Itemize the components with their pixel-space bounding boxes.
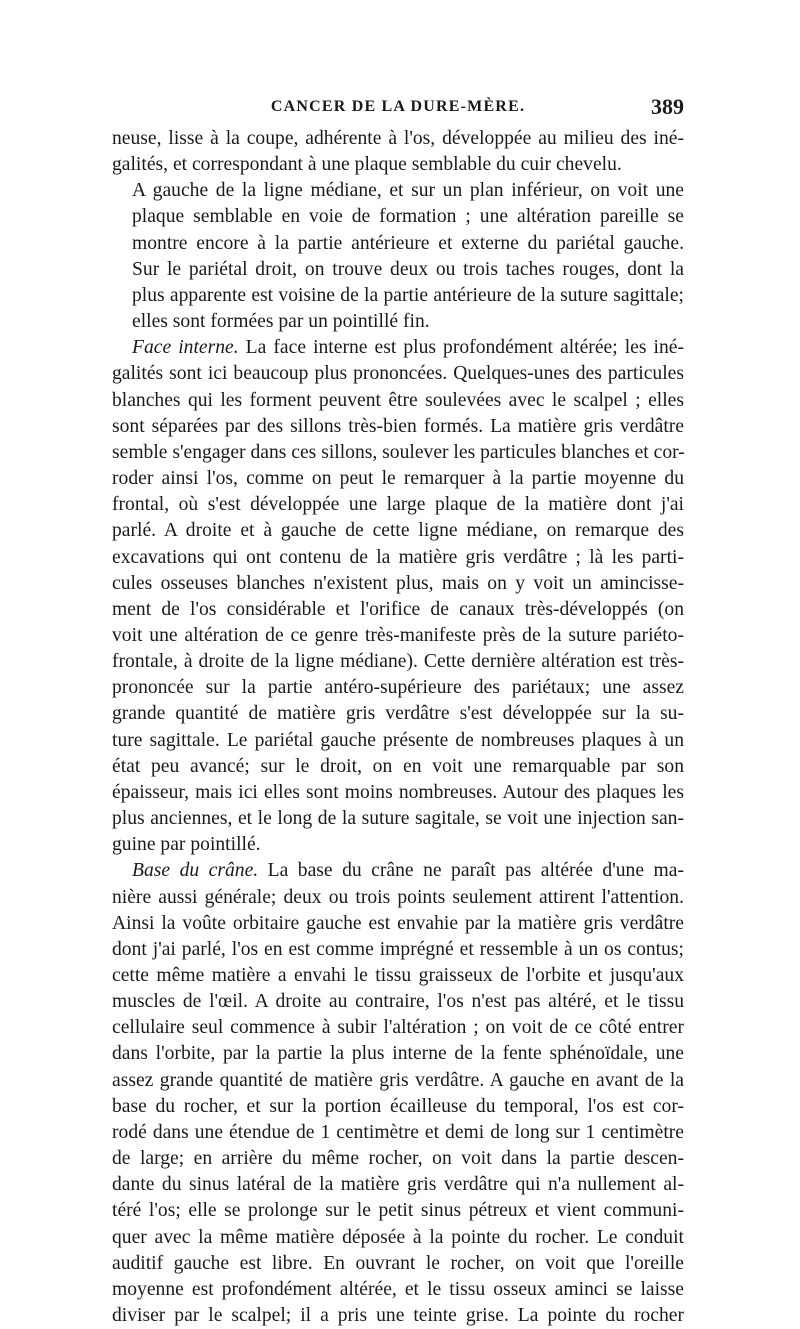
text-line: épaisseur, mais ici elles sont moins nombreuses. Autour des plaques les (112, 781, 684, 803)
text-line: A gauche de la ligne médiane, et sur un plan inférieur, on voit une (132, 180, 684, 202)
paragraph (112, 178, 684, 335)
text-line: ture sagittale. Le pariétal gauche présente de nombreuses plaques à un (112, 729, 684, 751)
text-line: de large; en arrière du même rocher, on voit dans la partie descen- (112, 1148, 684, 1170)
text-line: montre encore à la partie antérieure et externe du pariétal gauche. (132, 232, 684, 254)
book-page (112, 96, 684, 1329)
text-line: guine par pointillé. (112, 834, 261, 856)
text-line: frontal, où s'est développée une large plaque de la matière dont j'ai (112, 494, 684, 516)
paragraph (112, 858, 684, 1329)
text-line: Sur le pariétal droit, on trouve deux ou trois taches rouges, dont la (132, 258, 684, 280)
text-line: auditif gauche est libre. En ouvrant le rocher, on voit que l'oreille (112, 1252, 684, 1274)
text-line: dans l'orbite, par la partie la plus interne de la fente sphénoïdale, une (112, 1043, 684, 1065)
text-line: rodé dans une étendue de 1 centimètre et demi de long sur 1 centimètre (112, 1121, 684, 1143)
text-line: diviser par le scalpel; il a pris une teinte grise. La pointe du rocher (112, 1305, 684, 1327)
text-line: quer avec la même matière déposée à la pointe du rocher. Le conduit (112, 1226, 684, 1248)
text-line: assez grande quantité de matière gris verdâtre. A gauche en avant de la (112, 1069, 684, 1091)
text-line: voit une altération de ce genre très-manifeste près de la suture pariéto- (112, 624, 684, 646)
page-header (112, 96, 684, 126)
text-line: semble s'engager dans ces sillons, soulever les particules blanches et cor- (112, 441, 685, 463)
text-line: elles sont formées par un pointillé fin. (132, 311, 430, 333)
text-line: parlé. A droite et à gauche de cette ligne médiane, on remarque des (112, 520, 684, 542)
text-line: grande quantité de matière gris verdâtre s'est développée sur la su- (112, 703, 684, 725)
paragraph (112, 126, 684, 178)
text-fragment: La base du crâne ne paraît pas altérée d'une ma- (258, 860, 684, 882)
text-line: neuse, lisse à la coupe, adhérente à l'os, développée au milieu des iné- (112, 128, 684, 149)
text-line: ment de l'os considérable et l'orifice de canaux très-développés (on (112, 598, 684, 620)
body-text (112, 126, 684, 1329)
text-line: blanches qui les forment peuvent être soulevées avec le scalpel ; elles (112, 389, 684, 411)
running-title: CANCER DE LA DURE-MÈRE. (270, 98, 526, 115)
text-line: roder ainsi l'os, comme on peut le remarquer à la partie moyenne du (112, 468, 684, 490)
text-line: galités sont ici beaucoup plus prononcées. Quelques-unes des particules (112, 363, 684, 385)
text-line: prononcée sur la partie antéro-supérieure des pariétaux; une assez (112, 677, 684, 699)
text-line: base du rocher, et sur la portion écailleuse du temporal, l'os est cor- (112, 1095, 684, 1117)
text-line: plus apparente est voisine de la partie antérieure de la suture sagittale; (132, 284, 684, 306)
text-line: excavations qui ont contenu de la matière gris verdâtre ; là les parti- (112, 546, 684, 568)
text-line (112, 335, 684, 361)
text-line: cellulaire seul commence à subir l'altération ; on voit de ce côté entrer (112, 1017, 684, 1039)
paragraph (112, 335, 684, 858)
text-line: dont j'ai parlé, l'os en est comme imprégné et ressemble à un os contus; (112, 938, 684, 960)
text-line: téré l'os; elle se prolonge sur le petit sinus pétreux et vient communi- (112, 1200, 684, 1222)
text-line: muscles de l'œil. A droite au contraire, l'os n'est pas altéré, et le tissu (112, 991, 684, 1013)
text-line: cules osseuses blanches n'existent plus, mais on y voit un amincisse- (112, 572, 684, 594)
text-line (112, 858, 684, 884)
text-line: sont séparées par des sillons très-bien formés. La matière gris verdâtre (112, 415, 684, 437)
text-line: état peu avancé; sur le droit, on en voit une remarquable par son (112, 755, 684, 777)
section-heading: Face interne. (132, 337, 239, 359)
text-line: moyenne est profondément altérée, et le tissu osseux aminci se laisse (112, 1278, 684, 1300)
text-line: plaque semblable en voie de formation ; une altération pareille se (132, 206, 684, 228)
text-line: nière aussi générale; deux ou trois points seulement attirent l'attention. (112, 886, 684, 908)
page-number: 389 (651, 94, 684, 119)
text-line: cette même matière a envahi le tissu graisseux de l'orbite et jusqu'aux (112, 965, 684, 986)
text-fragment: La face interne est plus profondément altérée; les iné- (238, 337, 684, 359)
text-line: dante du sinus latéral de la matière gris verdâtre qui n'a nullement al- (112, 1174, 684, 1196)
section-heading: Base du crâne. (132, 860, 259, 882)
text-line: plus anciennes, et le long de la suture sagitale, se voit une injection san- (112, 808, 684, 830)
text-line: frontale, à droite de la ligne médiane). Cette dernière altération est très- (112, 651, 684, 673)
text-line: galités, et correspondant à une plaque semblable du cuir chevelu. (112, 154, 622, 176)
text-line: Ainsi la voûte orbitaire gauche est envahie par la matière gris verdâtre (112, 912, 684, 934)
